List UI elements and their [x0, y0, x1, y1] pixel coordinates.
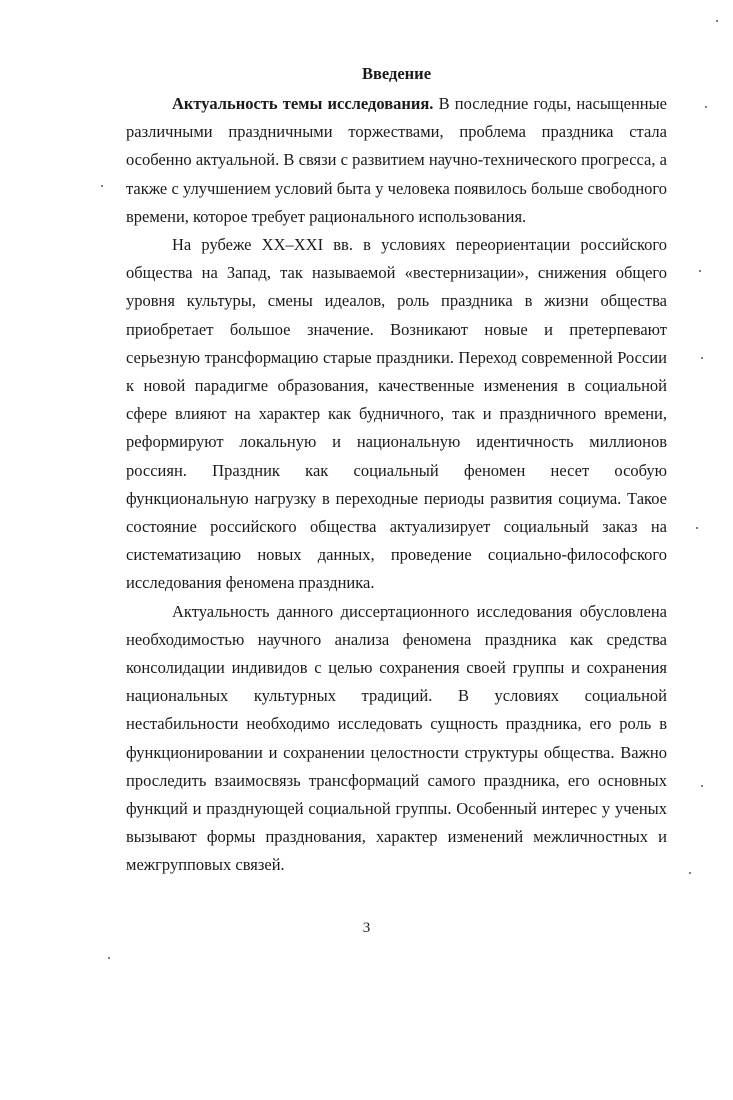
paragraph-dissertation-relevance: Актуальность данного диссертационного исследования обусловлена необходимостью научного анализа феномена праздника как средства консолидации индивидов с целью сохранения своей группы и сохранения национальных культурных традиций. В условиях социальной нестабильности необходимо исследовать сущность праздника, его роль в функционировании и сохранении целостности структуры общества. Важно проследить взаимосвязь трансформаций самого праздника, его основных функций и празднующей социальной группы. Особенный интерес у ученых вызывают формы празднования, характер изменений межличностных и межгрупповых связей.	[126, 601, 667, 875]
scan-speck	[696, 527, 698, 529]
scan-speck	[699, 270, 701, 272]
section-title: Введение	[361, 64, 432, 83]
paragraph-context: На рубеже XX–XXI вв. в условиях переориентации российского общества на Запад, так называемой «вестернизации», снижения общего уровня культуры, смены идеалов, роль праздника в жизни общества приобретает большое значение. Возникают новые и претерпевают серьезную трансформацию старые праздники. Переход современной России к новой парадигме образования, качественные изменения в социальной сфере влияют на характер как будничного, так и праздничного времени, реформируют локальную и национальную идентичность миллионов россиян. Праздник как социальный феномен несет особую функциональную нагрузку в переходные периоды развития социума. Такое состояние российского общества актуализирует социальный заказ на систематизацию новых данных, проведение социально-философского исследования феномена праздника.	[126, 235, 667, 593]
paragraph-lead-bold: Актуальность темы исследования.	[172, 94, 434, 113]
scan-speck	[701, 357, 703, 359]
scan-speck	[716, 20, 718, 22]
paragraph-text: В последние годы, насыщенные различными праздничными торжествами, проблема праздника стала особенно актуальной. В связи с развитием научно-технического прогресса, а также с улучшением условий быта у человека появилось больше свободного времени, которое требует рационального использования.	[126, 94, 668, 226]
scan-speck	[705, 106, 707, 108]
document-page	[126, 60, 667, 880]
scan-speck	[701, 785, 703, 787]
scan-speck	[689, 872, 691, 874]
scan-speck	[101, 185, 103, 187]
scan-speck	[108, 957, 110, 959]
page-number: 3	[362, 920, 371, 936]
paragraph-relevance	[126, 90, 667, 231]
